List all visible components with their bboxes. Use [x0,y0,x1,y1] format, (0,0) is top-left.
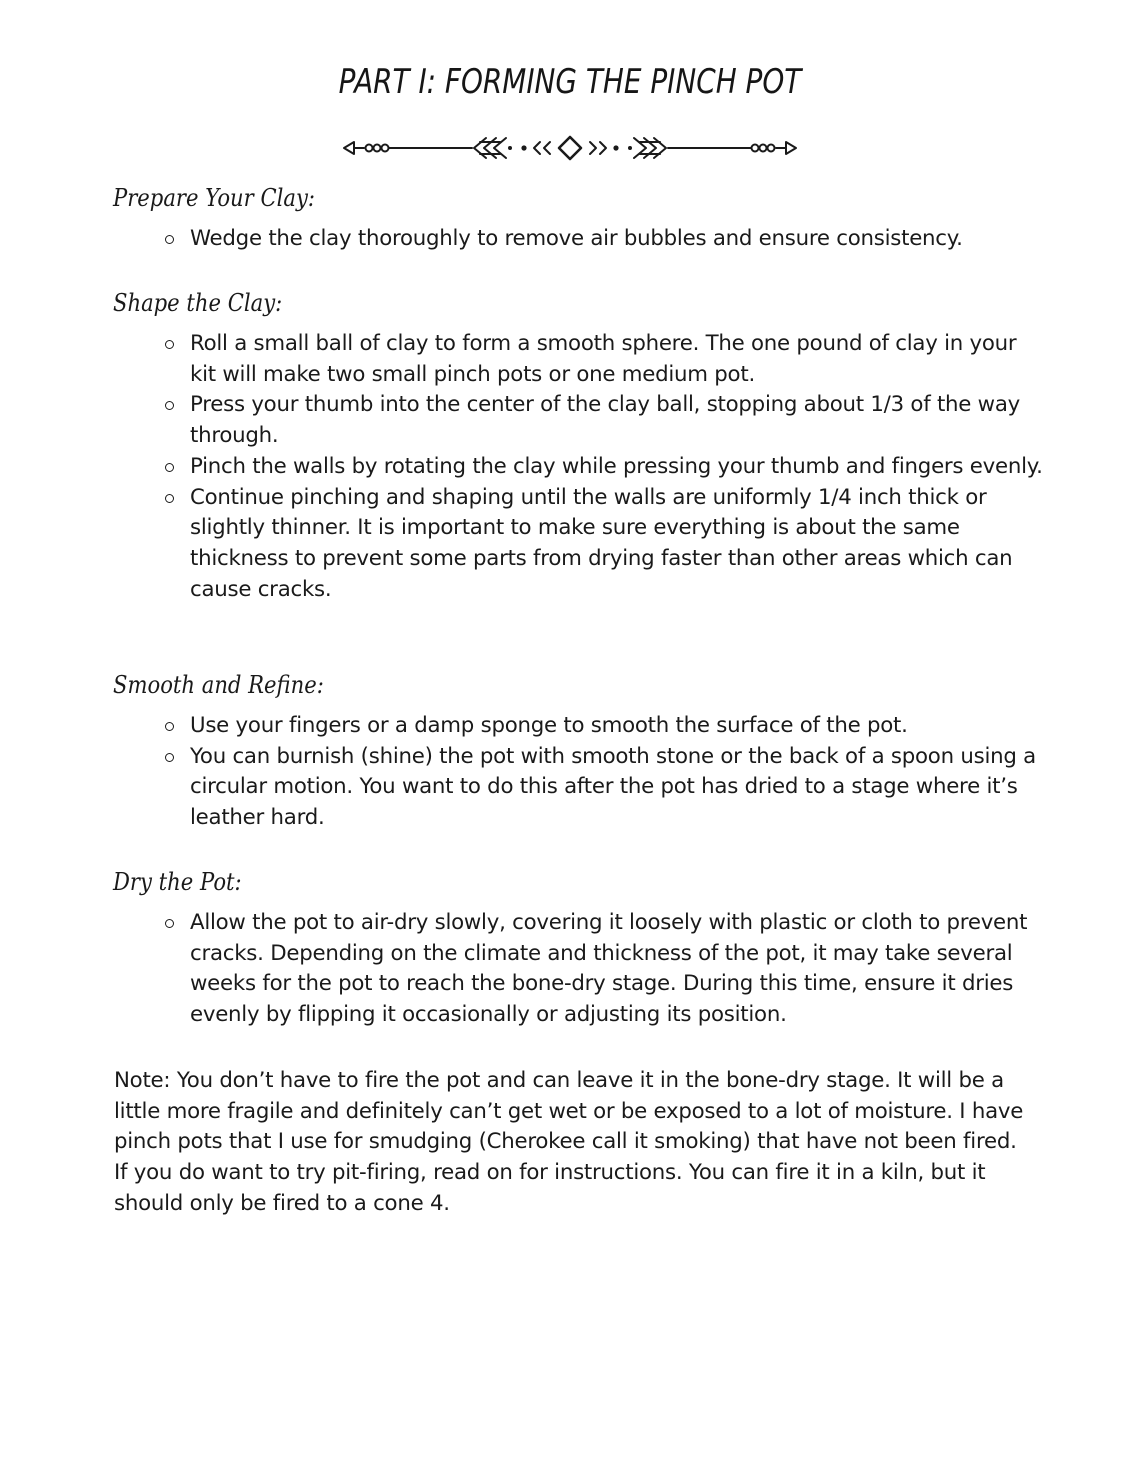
bullet-circle-icon [165,463,174,472]
bullet-circle-icon [165,722,174,731]
section-prepare-clay [113,184,1043,255]
section-heading: Smooth and Refine: [113,671,324,699]
bullet-circle-icon [165,235,174,244]
list-item [190,390,1043,451]
list-item-text: You can burnish (shine) the pot with smooth stone or the back of a spoon using a circular motion. You want to do this after the pot has dried to a stage where it’s leather hard. [190,743,1036,831]
arrow-divider-icon [340,131,800,165]
section-heading: Shape the Clay: [113,289,283,317]
list-item [190,742,1043,834]
list-item [190,483,1043,606]
list-item [190,711,1043,742]
bullet-circle-icon [165,401,174,410]
bullet-circle-icon [165,753,174,762]
bullet-list [113,711,1043,834]
list-item-text: Press your thumb into the center of the clay ball, stopping about 1/3 of the way through. [190,392,1021,449]
list-item-text: Roll a small ball of clay to form a smooth sphere. The one pound of clay in your kit will make two small pinch pots or one medium pot. [190,331,1017,387]
note-paragraph: Note: You don’t have to fire the pot and can leave it in the bone-dry stage. It will be a little more fragile and definitely can’t get wet or be exposed to a lot of moisture. I have pinch pots that I use for smudging (Cherokee call it smoking) that have not been fired. If you do want to try pit-firing, read on for instructions. You can fire it in a kiln, but it should only be fired to a cone 4. [114,1068,1024,1216]
list-item [190,224,1043,255]
list-item-text: Allow the pot to air-dry slowly, covering it loosely with plastic or cloth to prevent cracks. Depending on the climate and thickness of the pot, it may take several weeks for the pot to reach the bone-dry stage. During this time, ensure it dries evenly by flipping it occasionally or adjusting its position. [190,910,1028,1028]
bullet-list [113,224,1043,255]
list-item-text: Use your fingers or a damp sponge to smooth the surface of the pot. [190,713,908,738]
list-item [190,908,1043,1031]
bullet-circle-icon [165,494,174,503]
section-heading: Dry the Pot: [113,868,242,896]
bullet-list [113,329,1043,605]
bullet-circle-icon [165,919,174,928]
section-smooth-refine [113,671,1043,834]
section-shape-clay [113,289,1043,605]
list-item-text: Pinch the walls by rotating the clay while pressing your thumb and fingers evenly. [190,453,1043,479]
bullet-circle-icon [165,340,174,349]
list-item-text: Continue pinching and shaping until the walls are uniformly 1/4 inch thick or slightly thinner. It is important to make sure everything is about the same thickness to prevent some parts from drying faster than other areas which can cause cracks. [190,484,1013,602]
list-item [190,452,1043,483]
page-title: PART I: FORMING THE PINCH POT [338,62,802,102]
list-item-text: Wedge the clay thoroughly to remove air bubbles and ensure consistency. [190,226,963,251]
section-dry-pot [113,868,1043,1031]
section-heading: Prepare Your Clay: [113,184,316,212]
list-item [190,329,1043,390]
bullet-list [113,908,1043,1031]
